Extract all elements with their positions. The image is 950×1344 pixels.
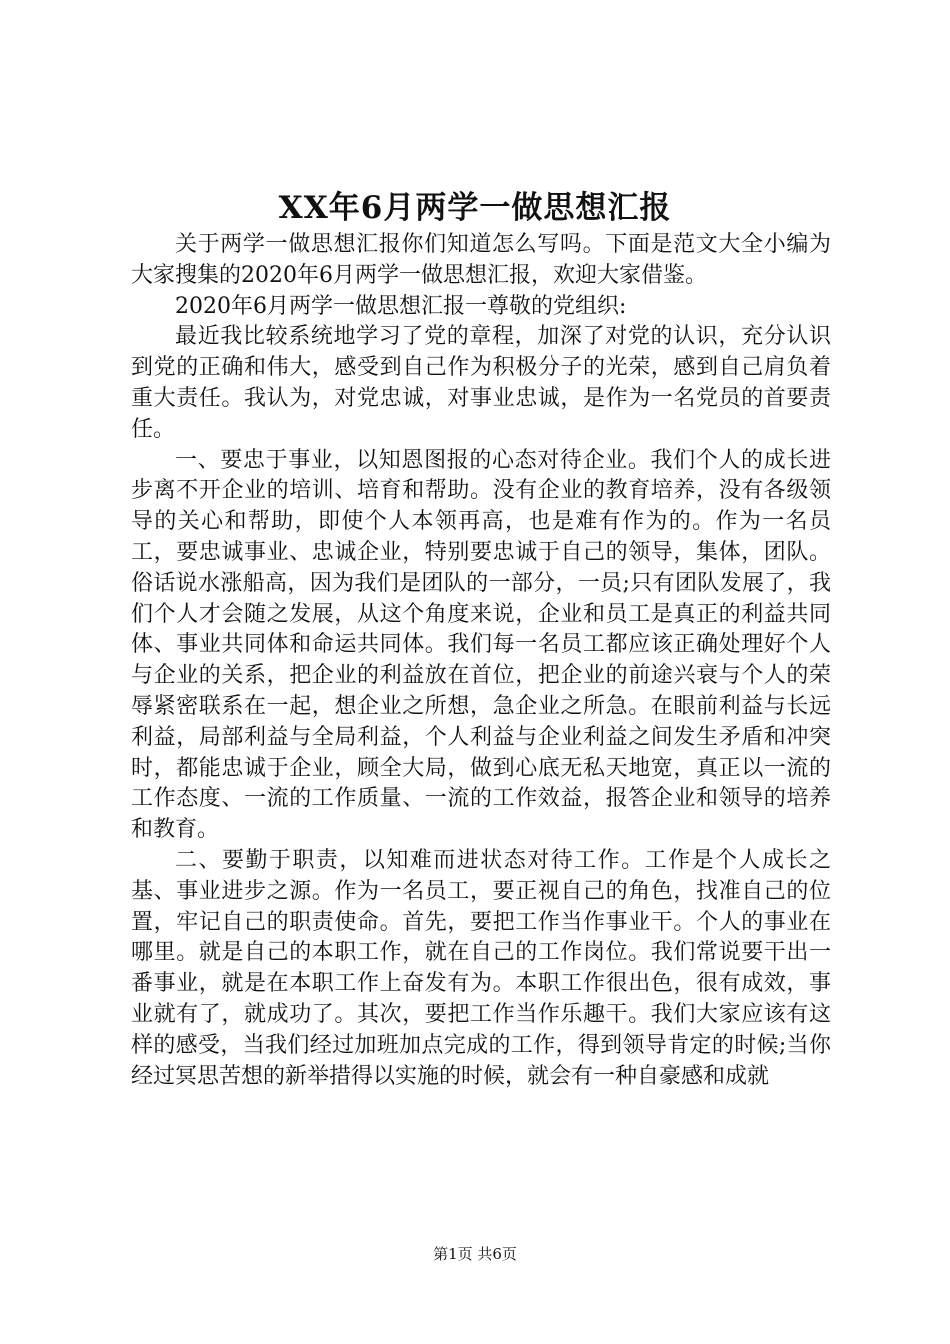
paragraph-salutation: 2020年6月两学一做思想汇报一尊敬的党组织: (175, 293, 627, 319)
paragraph-section-one: 一、要忠于事业，以知恩图报的心态对待企业。我们个人的成长进步离不开企业的培训、培育和帮助。没有企业的教育培养，没有各级领导的关心和帮助，即使个人本领再高，也是难有作为的。作为一名员工，要忠诚事业、忠诚企业，特别要忠诚于自己的领导，集体，团队。俗话说水涨船高，因为我们是团队的一部分，一员;只有团队发展了，我们个人才会随之发展，从这个角度来说，企业和员工是真正的利益共同体、事业共同体和命运共同体。我们每一名员工都应该正确处理好个人与企业的关系，把企业的利益放在首位，把企业的前途兴衰与个人的荣辱紧密联系在一起，想企业之所想，急企业之所急。在眼前利益与长远利益，局部利益与全局利益，个人利益与企业利益之间发生矛盾和冲突时，都能忠诚于企业，顾全大局，做到心底无私天地宽，真正以一流的工作态度、一流的工作质量、一流的工作效益，报答企业和领导的培养和教育。 (131, 447, 831, 843)
paragraph-opening: 最近我比较系统地学习了党的章程，加深了对党的认识，充分认识到党的正确和伟大，感受到自己作为积极分子的光荣，感到自己肩负着重大责任。我认为，对党忠诚，对事业忠诚，是作为一名党员的首要责任。 (131, 324, 831, 442)
page-footer: 第1页 共6页 (433, 1245, 517, 1263)
paragraph-intro: 关于两学一做思想汇报你们知道怎么写吗。下面是范文大全小编为大家搜集的2020年6月两学一做思想汇报，欢迎大家借鉴。 (131, 232, 831, 288)
document-body (131, 230, 831, 1092)
document-title: XX年6月两学一做思想汇报 (278, 190, 672, 226)
paragraph-section-two: 二、要勤于职责，以知难而进状态对待工作。工作是个人成长之基、事业进步之源。作为一名员工，要正视自己的角色，找准自己的位置，牢记自己的职责使命。首先，要把工作当作事业干。个人的事业在哪里。就是自己的本职工作，就在自己的工作岗位。我们常说要干出一番事业，就是在本职工作上奋发有为。本职工作很出色，很有成效，事业就有了，就成功了。其次，要把工作当作乐趣干。我们大家应该有这样的感受，当我们经过加班加点完成的工作，得到领导肯定的时候;当你经过冥思苦想的新举措得以实施的时候，就会有一种自豪感和成就 (131, 847, 831, 1089)
